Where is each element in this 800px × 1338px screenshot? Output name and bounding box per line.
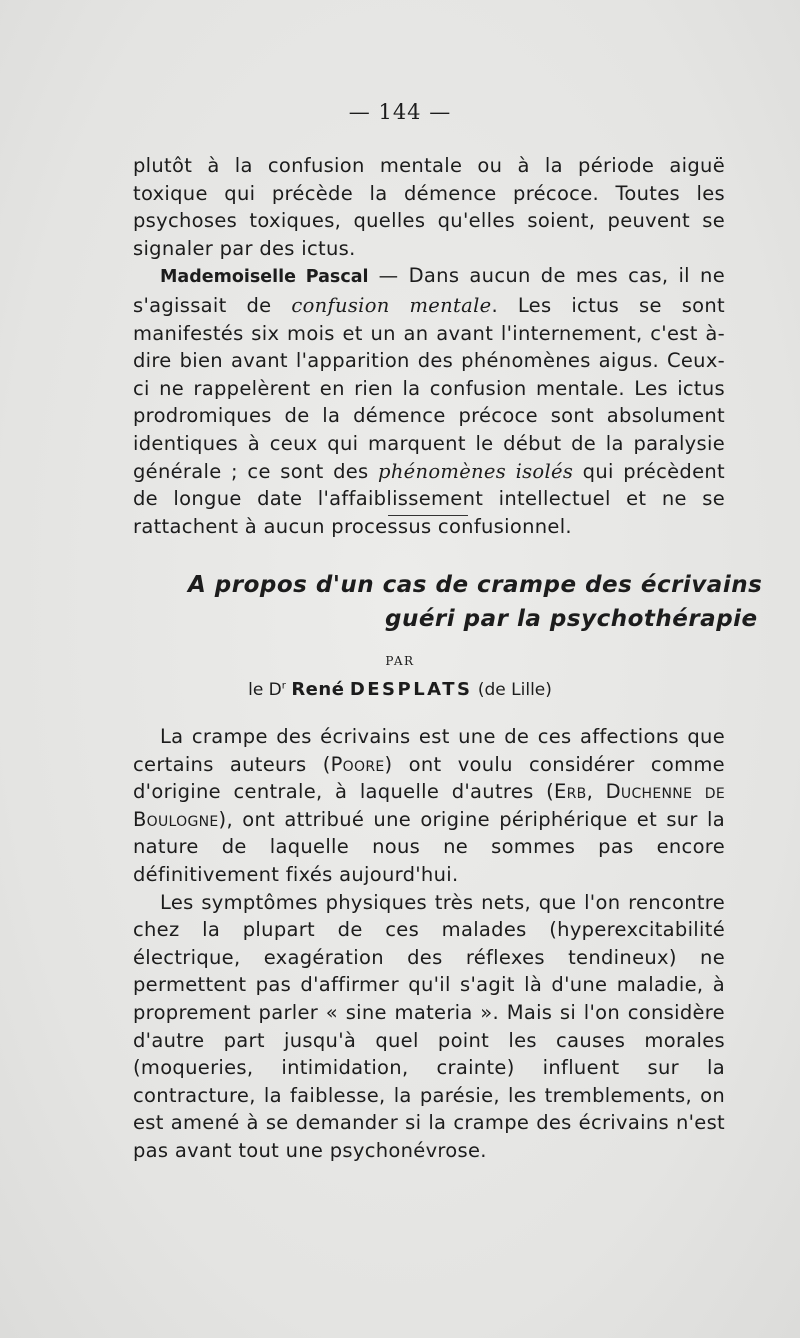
paragraph — [133, 262, 725, 540]
paragraph-text: ) ont voulu considérer comme d'origine centrale, à laquelle d'autres ( — [133, 752, 725, 804]
page-number: — 144 — — [348, 100, 452, 124]
cited-author: Poore — [330, 752, 385, 776]
section-divider — [388, 515, 468, 516]
italic-term: confusion mentale — [291, 293, 492, 317]
paragraph-text: Les symptômes physiques très nets, que l'on rencontre chez la plupart de ces malades (hyperexcitabilité électrique, exagération des réflexes tendineux) ne permettent pas d'affirmer qu'il s'agit là d'une maladie, à proprement parler « sine materia ». Mais si l'on considère d'autre part jusqu'à quel point les causes morales (moqueries, intimidation, crainte) influent sur la contracture, la faiblesse, la parésie, les tremblements, on est amené à se demander si la crampe des écrivains n'est pas avant tout une psychonévrose. — [133, 890, 725, 1162]
paragraph — [133, 889, 725, 1165]
paragraph — [133, 152, 725, 262]
author-line — [0, 679, 800, 700]
paragraph-text: plutôt à la confusion mentale ou à la période aiguë toxique qui précède la démence précoce. Toutes les psychoses toxiques, quelles qu'elles soient, peuvent se signaler par des ictus. — [133, 154, 725, 260]
cited-authors: Erb, Duchenne de Boulogne — [133, 780, 725, 831]
paragraph-text: . Les ictus se sont manifestés six mois et un an avant l'internement, c'est à-dire bien avant l'apparition des phénomènes aigus. Ceux-ci ne rappelèrent en rien la confusion mentale. Les ictus prodromiques de la démence précoce sont absolument identiques à ceux qui marquent le début de la paralysie générale ; ce sont des — [133, 293, 725, 483]
paragraph-text: La crampe des écrivains est une de ces affections que certains auteurs ( — [133, 725, 725, 776]
byline-par: PAR — [385, 654, 415, 668]
author-title: le D — [248, 680, 282, 700]
paragraph-text: qui précèdent de longue date l'affaiblissement intellectuel et ne se rattachent à aucun processus confusionnel. — [133, 459, 725, 538]
paragraph — [133, 723, 725, 889]
paragraph-text: ), ont attribué une origine périphérique et sur la nature de laquelle nous ne sommes pas encore définitivement fixés aujourd'hui. — [133, 807, 725, 886]
italic-term: phénomènes isolés — [378, 459, 574, 483]
author-title-sup: r — [281, 680, 286, 692]
author-last-name: DESPLATS — [349, 679, 473, 700]
paragraph-text: — Dans aucun de mes cas, il ne s'agissait de — [133, 264, 725, 317]
article-title-line-1: A propos d'un cas de crampe des écrivains — [188, 572, 763, 598]
author-affiliation: (de Lille) — [477, 680, 552, 700]
text-section-2 — [133, 723, 725, 1165]
author-first-name: René — [291, 679, 345, 700]
article-title-line-2: guéri par la psychothérapie — [385, 606, 758, 632]
patient-name: Mademoiselle Pascal — [160, 267, 369, 288]
text-section-1 — [133, 152, 725, 540]
